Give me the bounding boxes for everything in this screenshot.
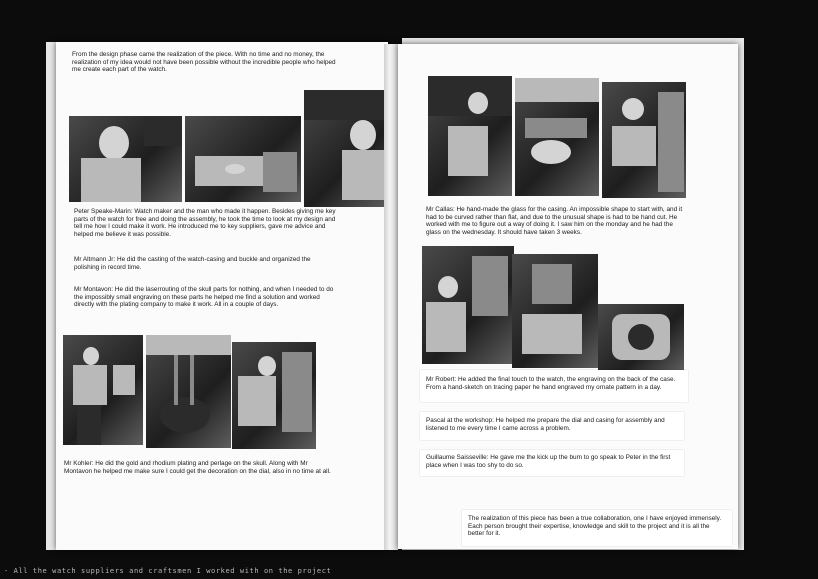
photo-peter-3 [304,90,390,207]
book-spine [384,44,398,550]
intro-text: From the design phase came the realization of the piece. With no time and no money, the realization of my idea would not have been possible without the incredible people who helped me create each part of the watch. [72,51,336,74]
photo-kohler-2 [146,335,231,448]
photo-callas-3 [602,82,686,198]
photo-kohler-1 [63,335,143,445]
photo-robert-1 [422,246,514,364]
bottom-caption: - All the watch suppliers and craftsmen I worked with on the project [4,567,332,575]
altmann-caption: Mr Altmann Jr: He did the casting of the watch-casing and buckle and organized the polishing in record time. [74,256,311,271]
montavon-caption: Mr Montavon: He did the laserrouting of the skull parts for nothing, and when I needed to do the impossibly small engraving on these parts he helped me find a solution and worked directly with the plating company to make it work. All in a couple of days. [74,286,334,309]
photo-callas-2 [515,78,599,196]
pascal-caption: Pascal at the workshop: He helped me prepare the dial and casing for assembly and listened to me every time I came across a problem. [426,417,665,432]
photo-peter-2 [185,116,301,202]
left-page [56,42,388,550]
photo-robert-3 [598,304,684,372]
photo-kohler-3 [232,342,316,449]
right-page [398,44,738,549]
peter-caption: Peter Speake-Marin: Watch maker and the man who made it happen. Besides giving me key parts of the watch for free and doing the assembly, he took the time to look at my design and tell me how I could make it work. He introduced me to key suppliers, gave me advice and helped me believe it was possible. [74,208,336,238]
guillaume-caption: Guillaume Saisseville: He gave me the kick up the bum to go speak to Peter in the first place when I was too shy to do so. [426,454,671,469]
photo-callas-1 [428,76,512,196]
kohler-caption: Mr Kohler: He did the gold and rhodium plating and perlage on the skull. Along with Mr Montavon he helped me make sure I could get the decoration on the dial, also in no time at all. [64,460,331,475]
photo-peter-1 [69,116,182,202]
robert-caption: Mr Robert: He added the final touch to the watch, the engraving on the back of the case. From a hand-sketch on tracing paper he hand engraved my ornate pattern in a day. [426,376,676,391]
photo-robert-2 [512,254,598,368]
closing-caption: The realization of this piece has been a true collaboration, one I have enjoyed immensely. Each person brought their expertise, knowledge and skill to the project and it is all the better for it. [468,515,722,538]
callas-caption: Mr Callas: He hand-made the glass for the casing. An impossible shape to start with, and it had to be curved rather than flat, and due to the unusual shape is had to be hand cut. He worked with me to figure out a way of doing it. I saw him on the monday and he had the glass on the wednesday. It should have taken 3 weeks. [426,206,683,236]
